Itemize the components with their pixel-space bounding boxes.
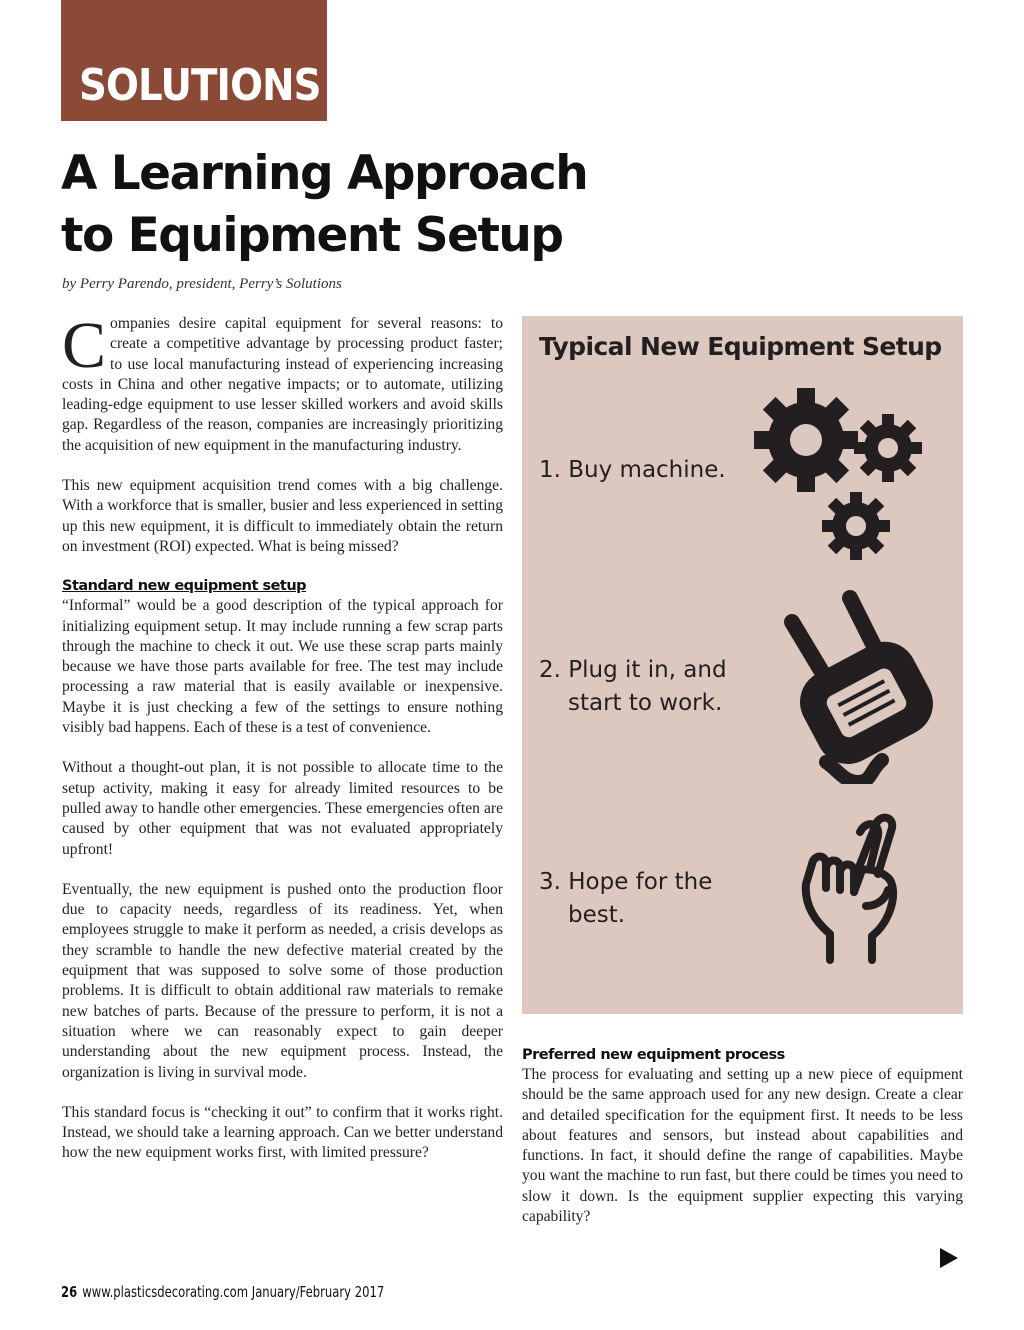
page-number: 26 [61,1283,78,1301]
crossed-fingers-icon [794,810,924,970]
step-2-text-line-2: start to work. [568,690,723,716]
step-3 [539,866,712,932]
headline-line-1: A Learning Approach [61,146,588,201]
article-right-column [522,1046,963,1227]
section-2 [522,1046,963,1227]
continue-arrow-icon [940,1248,958,1268]
subhead-standard-setup: Standard new equipment setup [62,578,307,595]
paragraph-6: This standard focus is “checking it out” to confirm that it works right. Instead, we should take a learning approach. Can we better understand how the new equipment works first, with limited pressure? [62,1103,503,1162]
step-1-text: 1. Buy machine. [539,457,726,483]
footer-text: www.plasticsdecorating.com January/February 2017 [82,1283,385,1301]
paragraph-5: Eventually, the new equipment is pushed onto the production floor due to capacity needs, regardless of its readiness. Yet, when employees struggle to make it perform as needed, a crisis develops as they scramble to handle the new defective material created by the equipment that was supposed to solve some of those production problems. It is difficult to obtain additional raw materials to remake new batches of parts. Because of the pressure to perform, it is not a situation where we can reasonably expect to gain deeper understanding about the new equipment process. Instead, the organization is living in survival mode. [62,880,503,1081]
sidebar-title: Typical New Equipment Setup [539,332,942,361]
step-3-text-line-1: 3. Hope for the [539,869,713,895]
subhead-preferred-process: Preferred new equipment process [522,1047,785,1063]
byline: by Perry Parendo, president, Perry’s Solutions [62,276,342,292]
section-label: SOLUTIONS [79,60,321,111]
step-1 [539,454,726,487]
paragraph-7: The process for evaluating and setting up a new piece of equipment should be the same approach used for any new design. Create a clear and detailed specification for the equipment first. It needs to be less about features and sensors, but instead about capabilities and functions. In fact, it should define the range of capabilities. Maybe you want the machine to run fast, but there could be times you need to slow it down. Is the equipment supplier expecting this varying capability? [522,1066,963,1226]
step-2-text-line-1: 2. Plug it in, and [539,657,727,683]
intro-text: ompanies desire capital equipment for several reasons: to create a competitive advantage by processing product faster; to use local manufacturing instead of experiencing increasing costs in China and other negative impacts; or to automate, utilizing leading-edge equipment to use lesser skilled workers and avoid skills gap. Regardless of the reason, companies are increasingly prioritizing the acquisition of new equipment in the manufacturing industry. [62,315,503,454]
gears-icon [744,388,944,566]
paragraph-2: This new equipment acquisition trend comes with a big challenge. With a workforce that is smaller, busier and less experienced in setting up this new equipment, it is difficult to immediately obtain the return on investment (ROI) expected. What is being missed? [62,477,503,555]
step-2 [539,654,727,720]
article-headline [61,143,587,267]
intro-paragraph [62,309,503,456]
drop-cap: C [62,309,107,382]
headline-line-2: to Equipment Setup [61,208,563,263]
step-3-text-line-2: best. [568,902,626,928]
section-1 [62,577,503,738]
article-left-column [62,309,503,1164]
sidebar-box [522,316,963,1014]
plug-icon [774,584,944,784]
section-tab [61,0,327,121]
page-footer [61,1283,384,1301]
paragraph-4: Without a thought-out plan, it is not possible to allocate time to the setup activity, making it easy for already limited resources to be pulled away to handle other emergencies. These emergencies often are caused by other equipment that was not evaluated appropriately upfront! [62,759,503,858]
paragraph-3: “Informal” would be a good description of the typical approach for initializing equipment setup. It may include running a few scrap parts through the machine to check it out. We use these scrap parts mainly because we have those parts available for free. The test may include processing a raw material that is easily available or inexpensive. Maybe it is just checking a few of the settings to ensure nothing visibly bad happens. Each of these is a test of convenience. [62,597,503,737]
